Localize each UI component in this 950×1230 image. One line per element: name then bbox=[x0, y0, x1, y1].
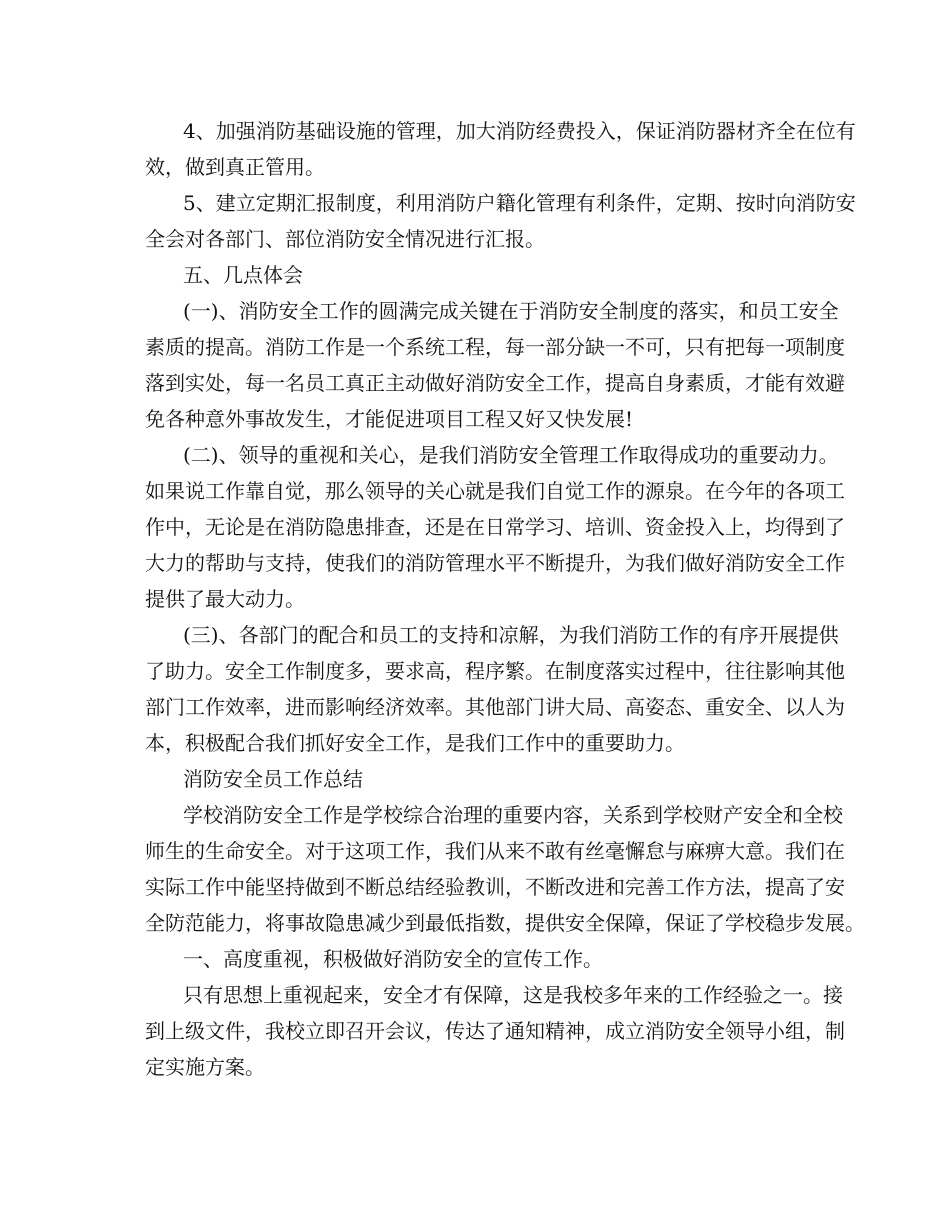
text-line: 学校消防安全工作是学校综合治理的重要内容，关系到学校财产安全和全校 bbox=[183, 803, 843, 827]
text-line: 师生的生命安全。对于这项工作，我们从来不敢有丝毫懈怠与麻痹大意。我们在 bbox=[145, 839, 845, 863]
text-line: 全会对各部门、部位消防安全情况进行汇报。 bbox=[145, 227, 545, 251]
text-line: 免各种意外事故发生，才能促进项目工程又好又快发展! bbox=[145, 407, 634, 431]
text-line: 效，做到真正管用。 bbox=[145, 155, 325, 179]
text-line: 了助力。安全工作制度多，要求高，程序繁。在制度落实过程中，往往影响其他 bbox=[145, 659, 845, 683]
text-line: 只有思想上重视起来，安全才有保障，这是我校多年来的工作经验之一。接 bbox=[183, 983, 843, 1007]
text-line: 提供了最大动力。 bbox=[145, 587, 305, 611]
text-line: 5、建立定期汇报制度，利用消防户籍化管理有利条件，定期、按时向消防安 bbox=[183, 191, 856, 215]
text-line: 本，积极配合我们抓好安全工作，是我们工作中的重要助力。 bbox=[145, 731, 685, 755]
text-line: (二)、领导的重视和关心，是我们消防安全管理工作取得成功的重要动力。 bbox=[183, 443, 839, 467]
text-line: (一)、消防安全工作的圆满完成关键在于消防安全制度的落实，和员工安全 bbox=[183, 299, 839, 323]
text-line: 定实施方案。 bbox=[145, 1055, 265, 1079]
section-heading: 一、高度重视，积极做好消防安全的宣传工作。 bbox=[183, 947, 603, 971]
text-line: 全防范能力，将事故隐患减少到最低指数，提供安全保障，保证了学校稳步发展。 bbox=[145, 911, 865, 935]
text-line: 实际工作中能坚持做到不断总结经验教训，不断改进和完善工作方法，提高了安 bbox=[145, 875, 845, 899]
document-body bbox=[145, 113, 865, 1085]
text-line: 部门工作效率，进而影响经济效率。其他部门讲大局、高姿态、重安全、以人为 bbox=[145, 695, 845, 719]
text-line: 落到实处，每一名员工真正主动做好消防安全工作，提高自身素质，才能有效避 bbox=[145, 371, 845, 395]
text-line: 素质的提高。消防工作是一个系统工程，每一部分缺一不可，只有把每一项制度 bbox=[145, 335, 845, 359]
text-line: 到上级文件，我校立即召开会议，传达了通知精神，成立消防安全领导小组，制 bbox=[145, 1019, 845, 1043]
text-line: 4、加强消防基础设施的管理，加大消防经费投入，保证消防器材齐全在位有 bbox=[183, 119, 856, 143]
section-heading: 消防安全员工作总结 bbox=[183, 767, 363, 791]
text-line: 大力的帮助与支持，使我们的消防管理水平不断提升，为我们做好消防安全工作 bbox=[145, 551, 845, 575]
text-line: 如果说工作靠自觉，那么领导的关心就是我们自觉工作的源泉。在今年的各项工 bbox=[145, 479, 845, 503]
text-line: (三)、各部门的配合和员工的支持和凉解，为我们消防工作的有序开展提供 bbox=[183, 623, 839, 647]
text-line: 作中，无论是在消防隐患排查，还是在日常学习、培训、资金投入上，均得到了 bbox=[145, 515, 845, 539]
section-heading: 五、几点体会 bbox=[183, 263, 303, 287]
